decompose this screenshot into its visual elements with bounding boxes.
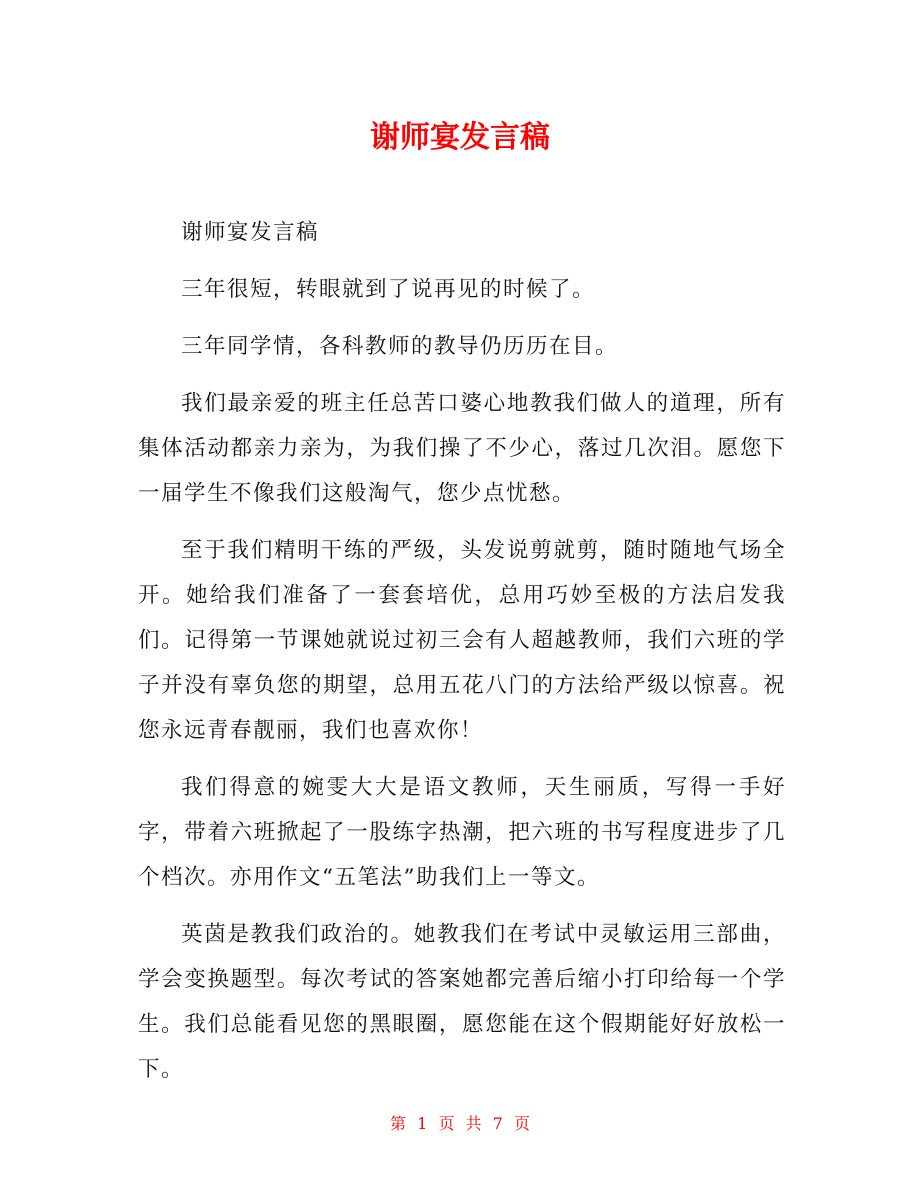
footer-page-suffix: 页 [513,1114,530,1133]
footer-current-page: 1 [417,1114,428,1133]
paragraph: 我们得意的婉雯大大是语文教师，天生丽质，写得一手好字，带着六班掀起了一股练字热潮，把六班的书写程度进步了几个档次。亦用作文“五笔法”助我们上一等文。 [138,775,786,890]
footer-total-pages: 7 [492,1114,503,1133]
paragraph: 英茵是教我们政治的。她教我们在考试中灵敏运用三部曲，学会变换题型。每次考试的答案她都完善后缩小打印给每一个学生。我们总能看见您的黑眼圈，愿您能在这个假期能好好放松一下。 [138,922,786,1082]
footer-page-prefix: 第 [390,1114,407,1133]
document-body [138,210,786,1104]
paragraph: 我们最亲爱的班主任总苦口婆心地教我们做人的道理，所有集体活动都亲力亲为，为我们操了不少心，落过几次泪。愿您下一届学生不像我们这般淘气，您少点忧愁。 [138,391,786,506]
paragraph-heading: 谢师宴发言稿 [181,220,320,245]
page-footer [0,1112,920,1136]
footer-total-label: 共 [465,1114,482,1133]
document-title: 谢师宴发言稿 [370,120,550,155]
paragraph: 三年同学情，各科教师的教导仍历历在目。 [181,334,619,359]
paragraph: 三年很短，转眼就到了说再见的时候了。 [181,277,596,302]
paragraph: 至于我们精明干练的严级，头发说剪就剪，随时随地气场全开。她给我们准备了一套套培优，总用巧妙至极的方法启发我们。记得第一节课她就说过初三会有人超越教师，我们六班的学子并没有辜负您的期望，总用五花八门的方法给严级以惊喜。祝您永远青春靓丽，我们也喜欢你！ [138,538,786,743]
footer-page-mid: 页 [438,1114,455,1133]
